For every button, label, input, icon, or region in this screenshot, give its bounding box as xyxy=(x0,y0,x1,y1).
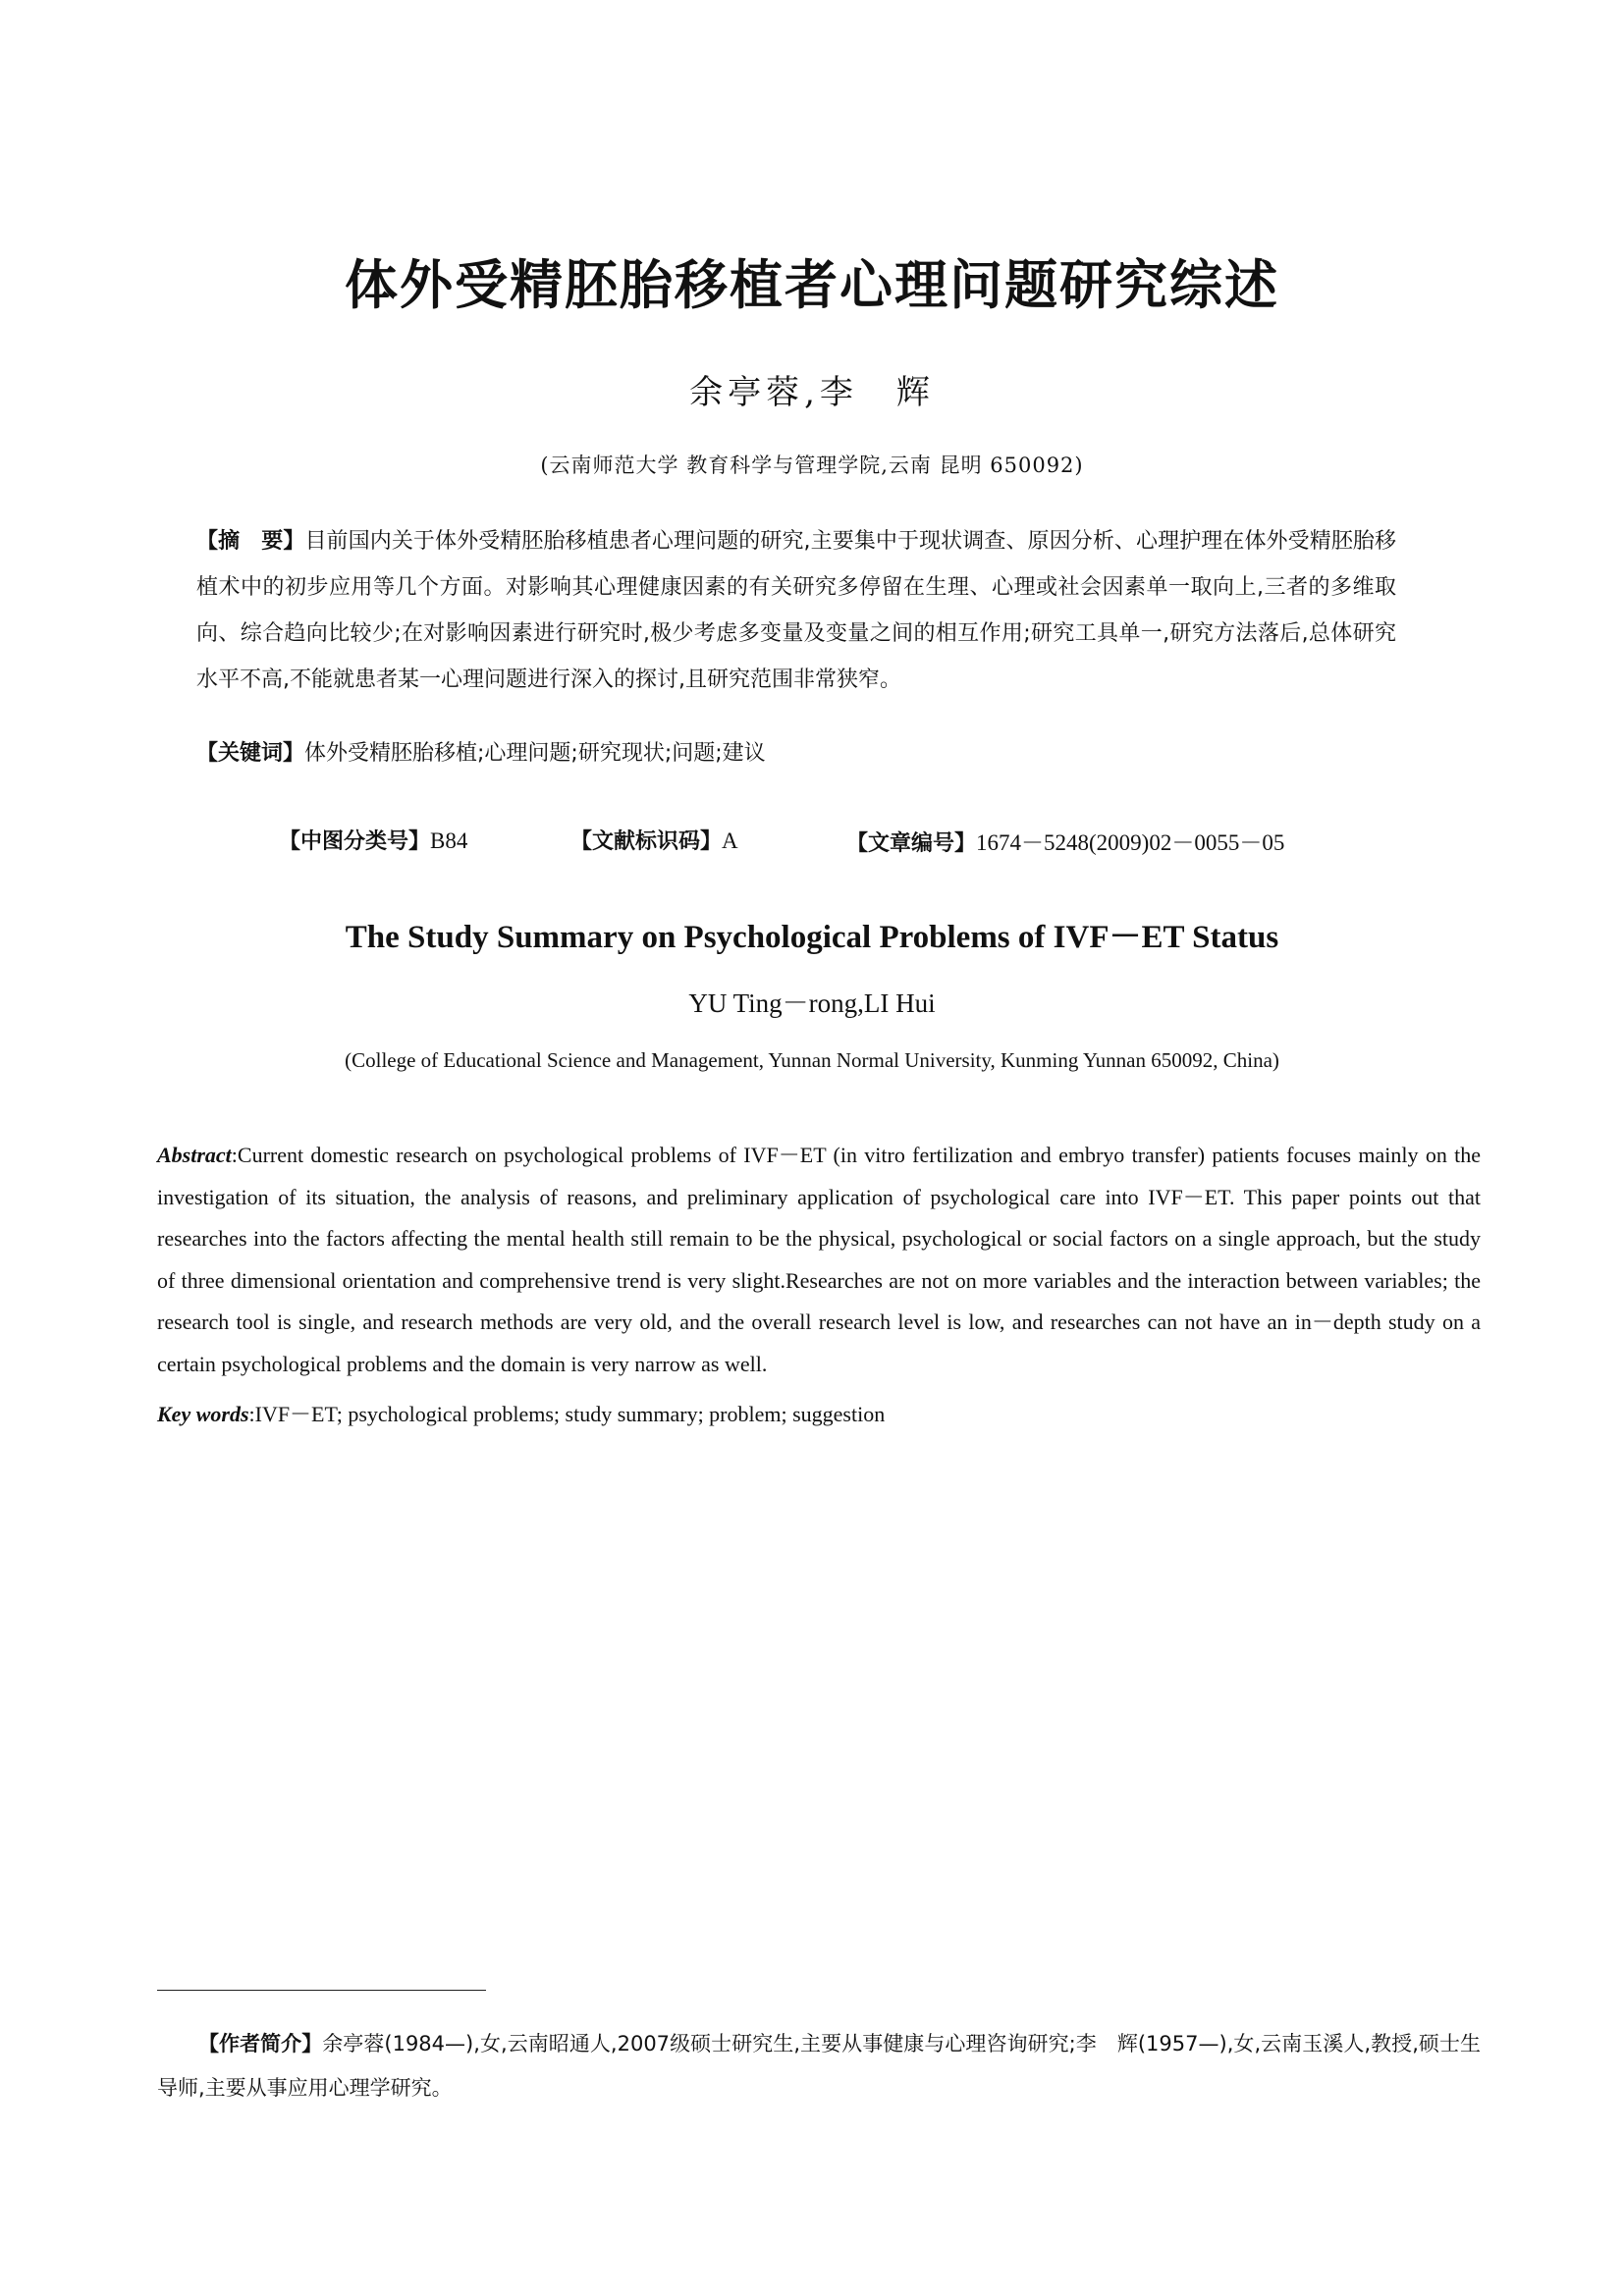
document-code-label: 【文献标识码】 xyxy=(570,829,723,854)
article-number-label: 【文章编号】 xyxy=(846,831,977,856)
english-keywords-text: :IVF－ET; psychological problems; study summary; problem; suggestion xyxy=(248,1402,886,1426)
clc-number xyxy=(279,825,467,855)
document-code-value: A xyxy=(722,828,738,853)
chinese-keywords-text: 体外受精胚胎移植;心理问题;研究现状;问题;建议 xyxy=(304,741,766,766)
english-abstract-label: Abstract xyxy=(157,1143,232,1167)
author-footnote xyxy=(157,2022,1481,2110)
chinese-abstract-text: 目前国内关于体外受精胚胎移植患者心理问题的研究,主要集中于现状调查、原因分析、心理护理在体外受精胚胎移植术中的初步应用等几个方面。对影响其心理健康因素的有关研究多停留在生理、心理或社会因素单一取向上,三者的多维取向、综合趋向比较少;在对影响因素进行研究时,极少考虑多变量及变量之间的相互作用;研究工具单一,研究方法落后,总体研究水平不高,不能就患者某一心理问题进行深入的探讨,且研究范围非常狭窄。 xyxy=(196,529,1396,692)
chinese-affiliation: (云南师范大学 教育科学与管理学院,云南 昆明 650092) xyxy=(540,454,1084,477)
english-authors: YU Ting－rong,LI Hui xyxy=(688,988,936,1018)
chinese-title: 体外受精胚胎移植者心理问题研究综述 xyxy=(345,253,1279,316)
clc-value: B84 xyxy=(430,828,468,853)
english-abstract-text: :Current domestic research on psychological problems of IVF－ET (in vitro fertilization and embryo transfer) patients focuses mainly on the investigation of its situation, the analysis of reasons, and preliminary application of psychological care into IVF－ET. This paper points out that researches into the factors affecting the mental health still remain to be the physical, psychological or social factors on a single approach, but the study of three dimensional orientation and comprehensive trend is very slight.Researches are not on more variables and the interaction between variables; the research tool is single, and research methods are very old, and the overall research level is low, and researches can not have an in－depth study on a certain psychological problems and the domain is very narrow as well. xyxy=(157,1143,1481,1376)
chinese-authors: 余亭蓉,李 辉 xyxy=(689,373,935,412)
english-keywords-label: Key words xyxy=(157,1402,249,1426)
article-number-value: 1674－5248(2009)02－0055－05 xyxy=(976,830,1285,855)
footnote-label: 【作者简介】 xyxy=(198,2032,323,2056)
clc-label: 【中图分类号】 xyxy=(279,829,431,854)
english-title: The Study Summary on Psychological Problems of IVF－ET Status xyxy=(345,920,1279,955)
chinese-abstract xyxy=(196,518,1396,703)
footnote-divider xyxy=(157,1990,486,1991)
footnote-text: 余亭蓉(1984—),女,云南昭通人,2007级硕士研究生,主要从事健康与心理咨询研究;李 辉(1957—),女,云南玉溪人,教授,硕士生导师,主要从事应用心理学研究。 xyxy=(157,2032,1482,2100)
english-keywords xyxy=(157,1398,1481,1428)
chinese-keywords-label: 【关键词】 xyxy=(196,741,305,766)
chinese-keywords xyxy=(196,736,1396,767)
english-abstract xyxy=(157,1135,1481,1385)
chinese-abstract-label: 【摘 要】 xyxy=(196,529,305,554)
document-code xyxy=(570,825,738,855)
english-affiliation: (College of Educational Science and Management, Yunnan Normal University, Kunming Yunnan 650092, China) xyxy=(345,1048,1279,1072)
article-number xyxy=(846,825,1284,857)
